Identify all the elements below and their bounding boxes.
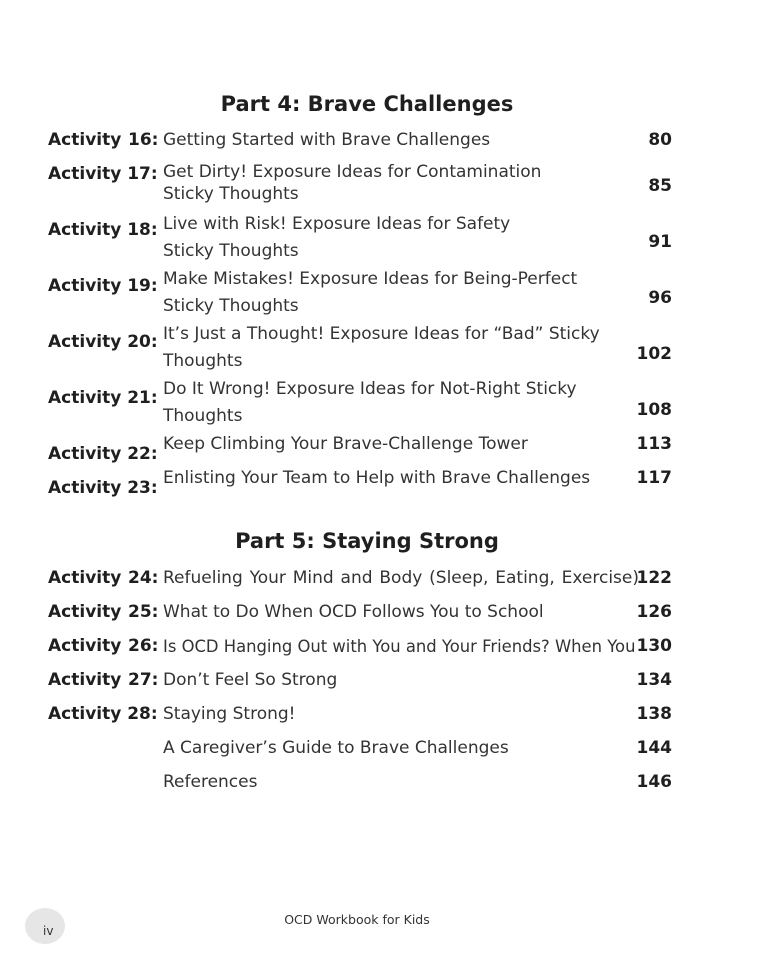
activity-title: Staying Strong! [163, 704, 296, 724]
activity-label: Activity 25: [48, 602, 159, 622]
activity-title: Refueling Your Mind and Body (Sleep, Eating, Exercise) [163, 568, 639, 588]
page-number: 102 [636, 344, 672, 364]
activity-label: Activity 27: [48, 670, 159, 690]
activity-label: Activity 17: [48, 164, 158, 184]
page-number: 144 [636, 738, 672, 758]
page-number: 80 [648, 130, 672, 150]
page-number: 138 [636, 704, 672, 724]
page-number: 91 [648, 232, 672, 252]
page-number: 126 [636, 602, 672, 622]
activity-label: Activity 19: [48, 276, 158, 296]
activity-label: Activity 20: [48, 332, 158, 352]
footer-page-number: iv [43, 924, 54, 938]
activity-title: Get Dirty! Exposure Ideas for Contamination Sticky Thoughts [163, 162, 542, 204]
activity-title: Do It Wrong! Exposure Ideas for Not-Right Sticky Thoughts [163, 379, 577, 426]
page-number: 134 [636, 670, 672, 690]
activity-label: Activity 18: [48, 220, 158, 240]
part-5-title: Part 5: Staying Strong [235, 529, 499, 553]
part-4-title: Part 4: Brave Challenges [220, 92, 514, 116]
page-number: 130 [636, 636, 672, 656]
page-number: 146 [636, 772, 672, 792]
activity-label: Activity 21: [48, 388, 158, 408]
activity-title: Make Mistakes! Exposure Ideas for Being-Perfect Sticky Thoughts [163, 269, 578, 316]
page-number: 122 [636, 568, 672, 588]
entry-title: A Caregiver’s Guide to Brave Challenges [163, 738, 509, 758]
activity-title: Live with Risk! Exposure Ideas for Safety Sticky Thoughts [163, 214, 511, 261]
activity-title: Don’t Feel So Strong [163, 670, 338, 690]
page-number: 113 [636, 434, 672, 454]
entry-title: References [163, 772, 258, 792]
page-number: 85 [648, 176, 672, 196]
activity-title: Is OCD Hanging Out with You and Your Friends? When You [163, 637, 636, 656]
page-number: 117 [636, 468, 672, 488]
activity-title: Getting Started with Brave Challenges [163, 130, 491, 150]
footer-book-title: OCD Workbook for Kids [284, 912, 430, 927]
activity-title: It’s Just a Thought! Exposure Ideas for “Bad” Sticky Thoughts [163, 324, 600, 371]
activity-label: Activity 24: [48, 568, 159, 588]
activity-label: Activity 26: [48, 636, 159, 656]
page-number: 108 [636, 400, 672, 420]
page-number: 96 [648, 288, 672, 308]
activity-label: Activity 16: [48, 130, 159, 150]
activity-label: Activity 23: [48, 478, 158, 498]
activity-title: Keep Climbing Your Brave-Challenge Tower [163, 434, 528, 454]
activity-label: Activity 22: [48, 444, 158, 464]
activity-title: Enlisting Your Team to Help with Brave Challenges [163, 468, 591, 488]
activity-title: What to Do When OCD Follows You to School [163, 602, 544, 622]
activity-label: Activity 28: [48, 704, 158, 724]
